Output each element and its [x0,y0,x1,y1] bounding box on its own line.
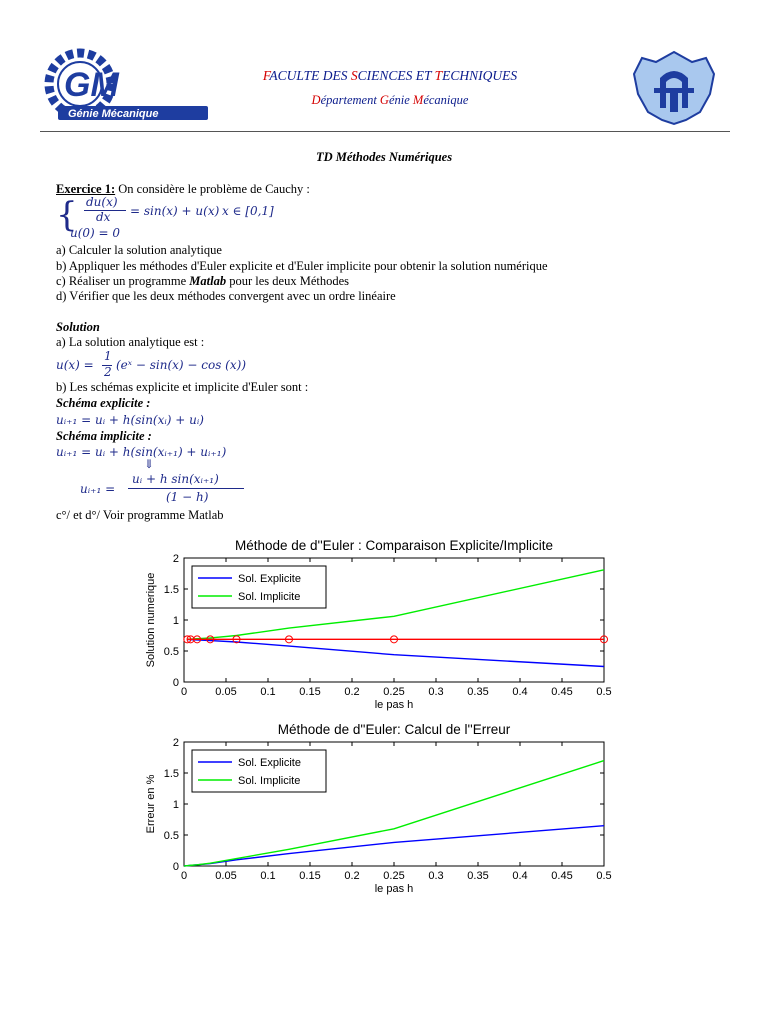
gm-logo [40,44,215,126]
document-title: TD Méthodes Numériques [315,150,453,164]
exercise-intro: Exercice 1: On considère le problème de Cauchy : [56,182,310,196]
x-tick-label: 0.3 [428,686,444,698]
x-tick-label: 0.1 [260,870,276,882]
y-axis-label: Solution numerique [145,572,157,668]
legend-label: Sol. Implicite [238,775,301,787]
y-tick-label: 2 [172,737,179,749]
x-tick-label: 0 [180,870,188,882]
explicit-scheme-eq: uᵢ₊₁ = uᵢ + h(sin(xᵢ) + uᵢ) [56,413,204,427]
cauchy-system: { du(x) dx = sin(x) + u(x) x ∈ [0,1] u(0) = 0 [56,195,274,240]
chart-comparison [130,528,630,718]
x-tick-label: 0.2 [344,686,360,698]
x-tick-label: 0.1 [260,686,276,698]
chart-title: Méthode de d''Euler: Calcul de l''Erreur [277,722,511,737]
y-tick-label: 0 [172,861,179,873]
x-tick-label: 0.15 [299,870,321,882]
question-a: a) Calculer la solution analytique [56,243,222,257]
explicit-scheme-label: Schéma explicite : [56,396,151,410]
exercise-label: Exercice 1: [56,182,116,196]
x-axis-label: le pas h [374,883,414,895]
x-tick-label: 0.05 [215,686,237,698]
chart-error [130,712,630,902]
y-tick-label: 1 [172,615,179,627]
y-tick-label: 1 [172,799,179,811]
implicit-scheme-label: Schéma implicite : [56,429,152,443]
y-tick-label: 1.5 [163,768,179,780]
solution-a: a) La solution analytique est : [56,335,205,349]
implication-arrow: ⇓ [144,457,155,471]
x-tick-label: 0.25 [383,870,405,882]
x-tick-label: 0.25 [383,686,405,698]
y-axis-label: Erreur en % [145,774,157,834]
y-tick-label: 2 [172,553,179,565]
x-tick-label: 0.4 [512,686,528,698]
x-tick-label: 0.45 [551,686,573,698]
faculty-name: FACULTE DES SCIENCES ET TECHNIQUES [262,68,518,83]
implicit-solved-eq: uᵢ₊₁ = uᵢ + h sin(xᵢ₊₁) (1 − h) [80,472,260,508]
question-c: c) Réaliser un programme Matlab pour les deux Méthodes [56,274,350,288]
question-b: b) Appliquer les méthodes d'Euler explicite et d'Euler implicite pour obtenir la solution numérique [56,259,548,273]
question-d: d) Vérifier que les deux méthodes convergent avec un ordre linéaire [56,289,396,303]
solution-b: b) Les schémas explicite et implicite d'Euler sont : [56,380,309,394]
legend-label: Sol. Implicite [238,591,301,603]
analytic-solution-eq: u(x) = 1 2 (eˣ − sin(x) − cos (x)) [56,349,246,379]
x-tick-label: 0.4 [512,870,528,882]
university-logo [630,48,718,126]
x-tick-label: 0.15 [299,686,321,698]
legend-label: Sol. Explicite [238,573,301,585]
y-tick-label: 0.5 [163,646,179,658]
department-name: Département Génie Mécanique [311,93,469,107]
solution-label: Solution [56,320,100,334]
x-tick-label: 0.35 [467,870,489,882]
chart-title: Méthode de d''Euler : Comparaison Explicite/Implicite [234,538,554,553]
implicit-scheme-eq: uᵢ₊₁ = uᵢ + h(sin(xᵢ₊₁) + uᵢ₊₁) [56,445,227,459]
x-tick-label: 0.05 [215,870,237,882]
x-tick-label: 0.45 [551,870,573,882]
solution-cd: c°/ et d°/ Voir programme Matlab [56,508,224,522]
x-tick-label: 0.5 [596,686,612,698]
x-tick-label: 0.3 [428,870,444,882]
gm-logo-subtitle: Génie Mécanique [68,108,159,120]
y-tick-label: 0.5 [163,830,179,842]
x-tick-label: 0 [180,686,188,698]
y-tick-label: 0 [172,677,179,689]
legend-label: Sol. Explicite [238,757,301,769]
gm-logo-text: GM [64,66,119,104]
y-tick-label: 1.5 [163,584,179,596]
x-axis-label: le pas h [374,699,414,711]
x-tick-label: 0.2 [344,870,360,882]
x-tick-label: 0.5 [596,870,612,882]
x-tick-label: 0.35 [467,686,489,698]
header-divider [40,131,730,132]
